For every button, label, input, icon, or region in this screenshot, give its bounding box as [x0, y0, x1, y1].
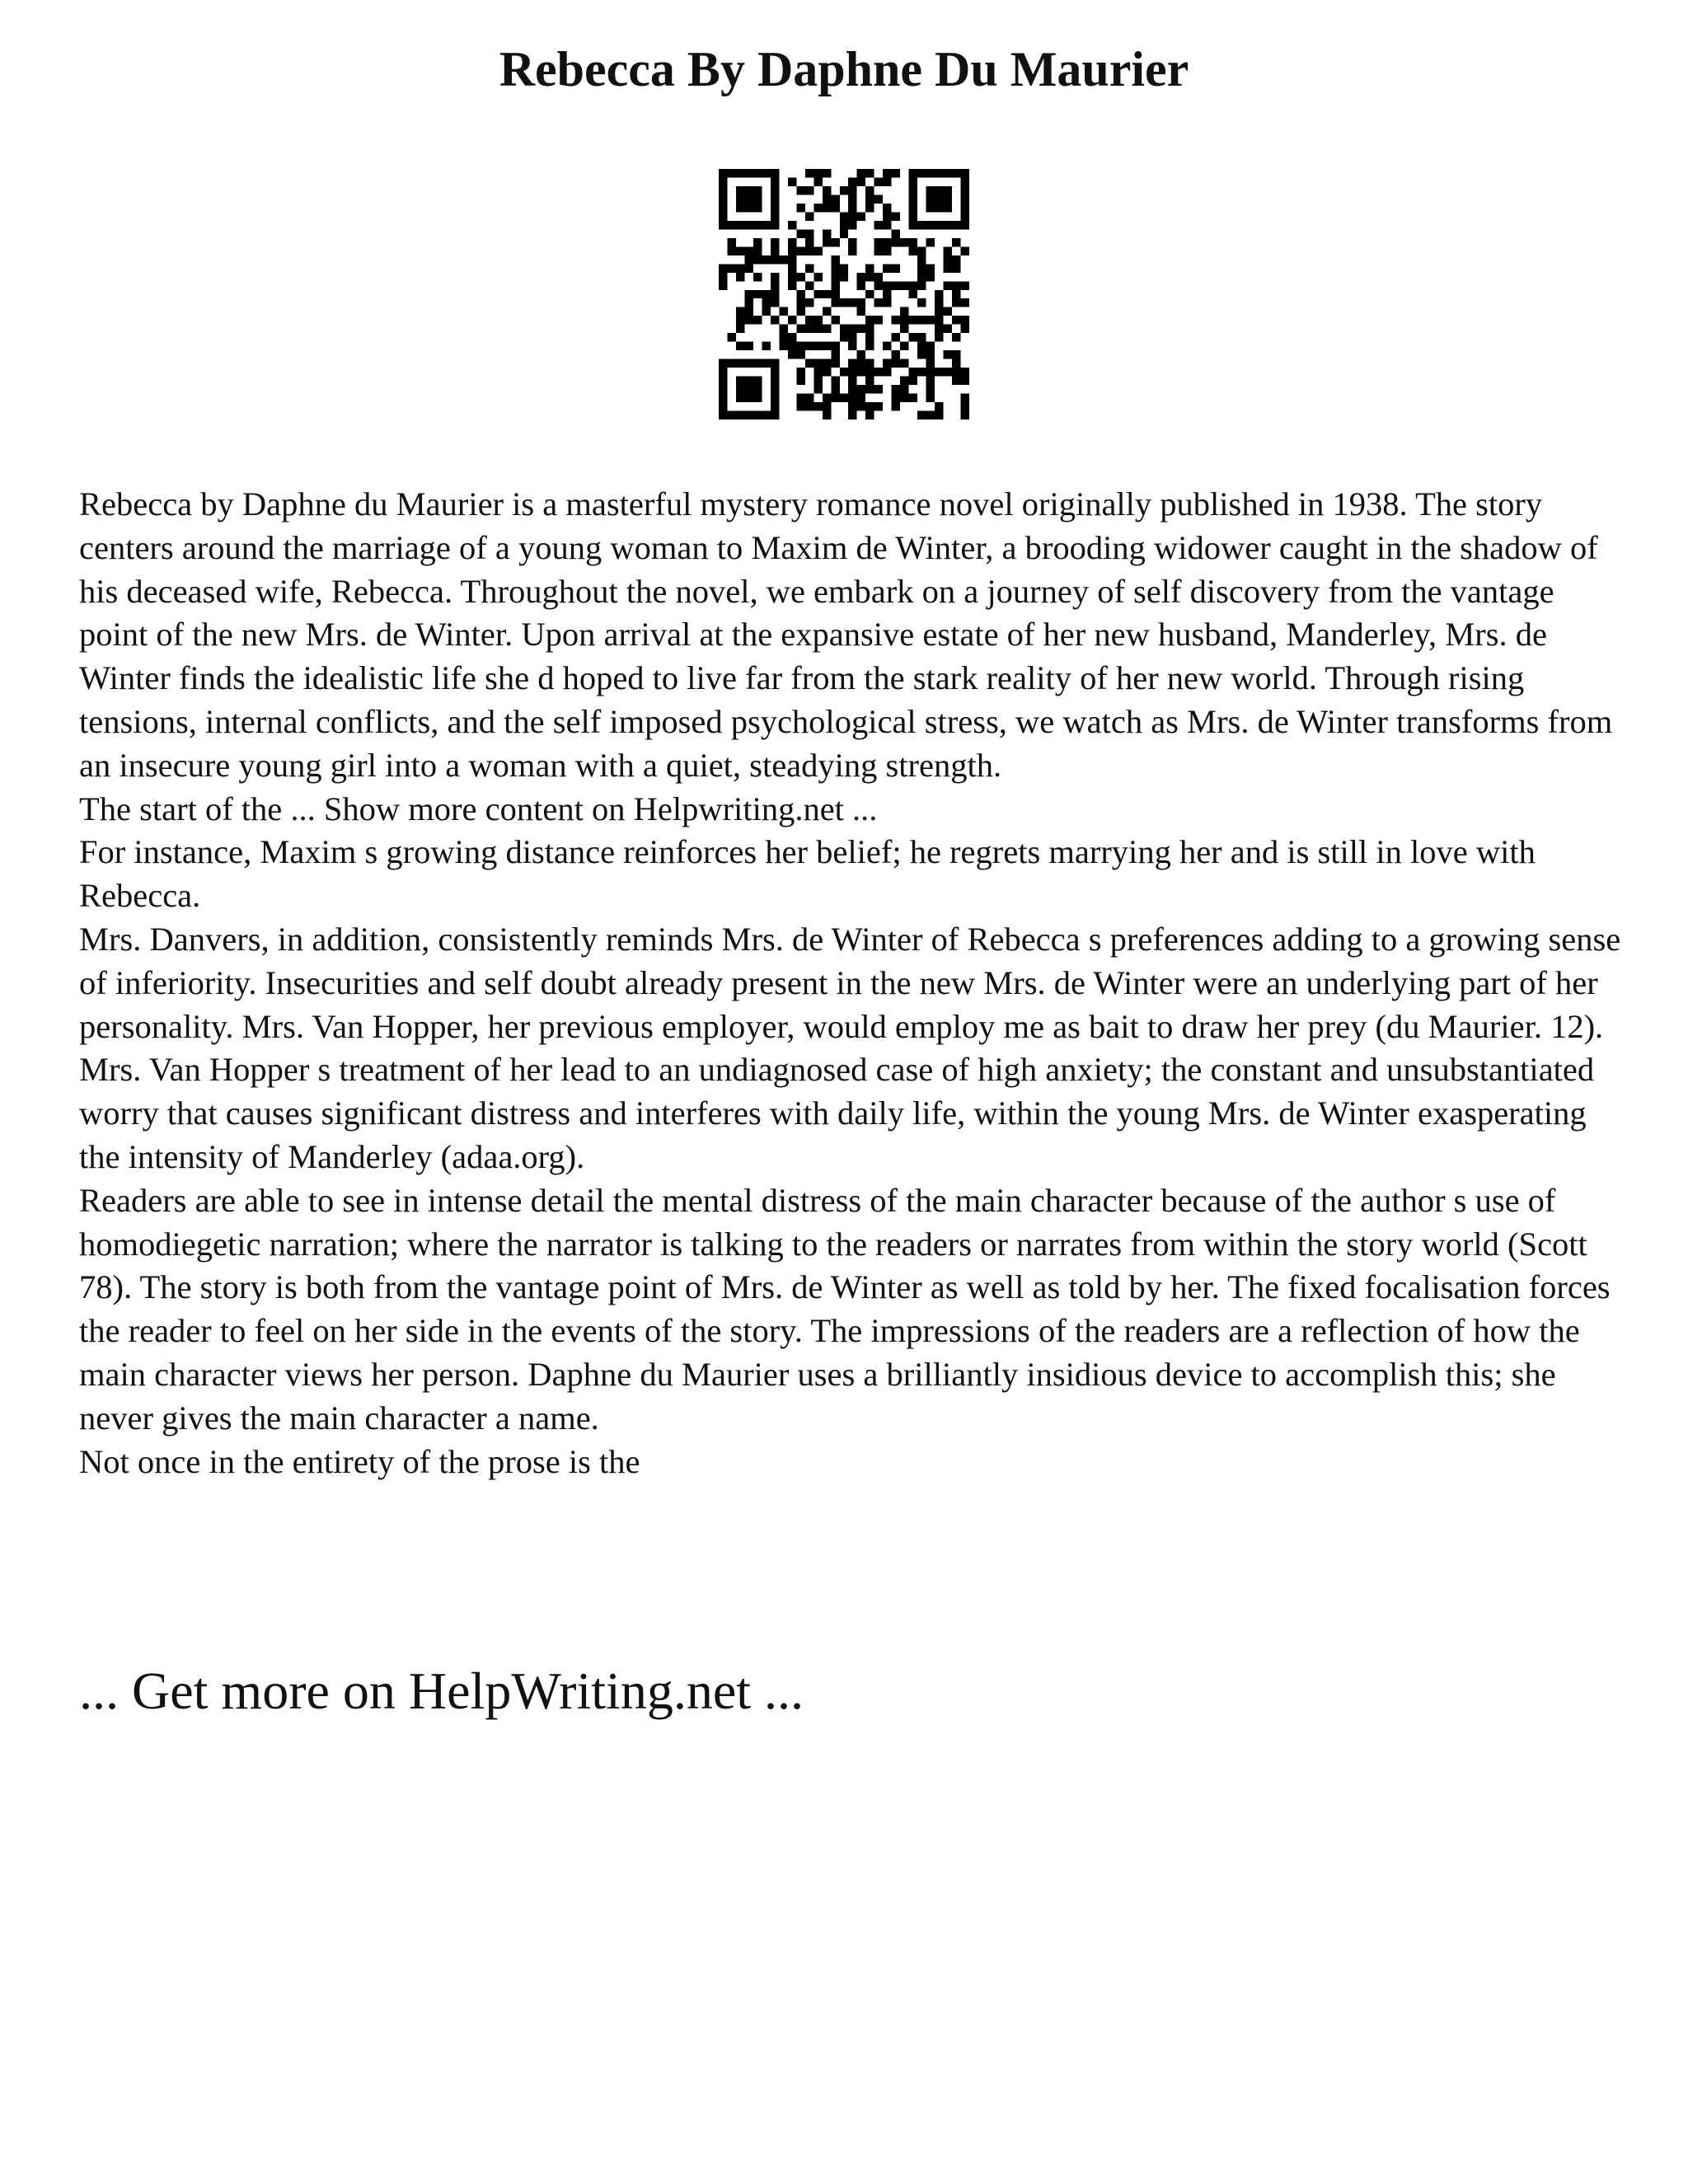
paragraph-maxim: For instance, Maxim s growing distance reinforces her belief; he regrets marrying her and is still in love with Rebecca.	[79, 833, 1536, 915]
get-more-link[interactable]: ... Get more on HelpWriting.net ...	[79, 1661, 804, 1720]
paragraph-show-more: The start of the ... Show more content on Helpwriting.net ...	[79, 790, 878, 827]
paragraph-narration: Readers are able to see in intense detail the mental distress of the main character because of the author s use of homodiegetic narration; where the narrator is talking to the readers or narrates from within the story world (Scott 78). The story is both from the vantage point of Mrs. de Winter as well as told by her. The fixed focalisation forces the reader to feel on her side in the events of the story. The impressions of the readers are a reflection of how the main character views her person. Daphne du Maurier uses a brilliantly insidious device to accomplish this; she never gives the main character a name.	[79, 1181, 1611, 1436]
article-body	[79, 483, 1629, 1483]
qr-code-icon[interactable]	[719, 169, 969, 419]
paragraph-ending: Not once in the entirety of the prose is the	[79, 1442, 640, 1480]
paragraph-intro: Rebecca by Daphne du Maurier is a masterful mystery romance novel originally published in 1938. The story centers around the marriage of a young woman to Maxim de Winter, a brooding widower caught in the shadow of his deceased wife, Rebecca. Throughout the novel, we embark on a journey of self discovery from the vantage point of the new Mrs. de Winter. Upon arrival at the expansive estate of her new husband, Manderley, Mrs. de Winter finds the idealistic life she d hoped to live far from the stark reality of her new world. Through rising tensions, internal conflicts, and the self imposed psychological stress, we watch as Mrs. de Winter transforms from an insecure young girl into a woman with a quiet, steadying strength.	[79, 485, 1613, 784]
paragraph-danvers: Mrs. Danvers, in addition, consistently reminds Mrs. de Winter of Rebecca s preferences adding to a growing sense of inferiority. Insecurities and self doubt already present in the new Mrs. de Winter were an underlying part of her personality. Mrs. Van Hopper, her previous employer, would employ me as bait to draw her prey (du Maurier. 12). Mrs. Van Hopper s treatment of her lead to an undiagnosed case of high anxiety; the constant and unsubstantiated worry that causes significant distress and interferes with daily life, within the young Mrs. de Winter exasperating the intensity of Manderley (adaa.org).	[79, 920, 1621, 1175]
page-title: Rebecca By Daphne Du Maurier	[499, 42, 1189, 96]
